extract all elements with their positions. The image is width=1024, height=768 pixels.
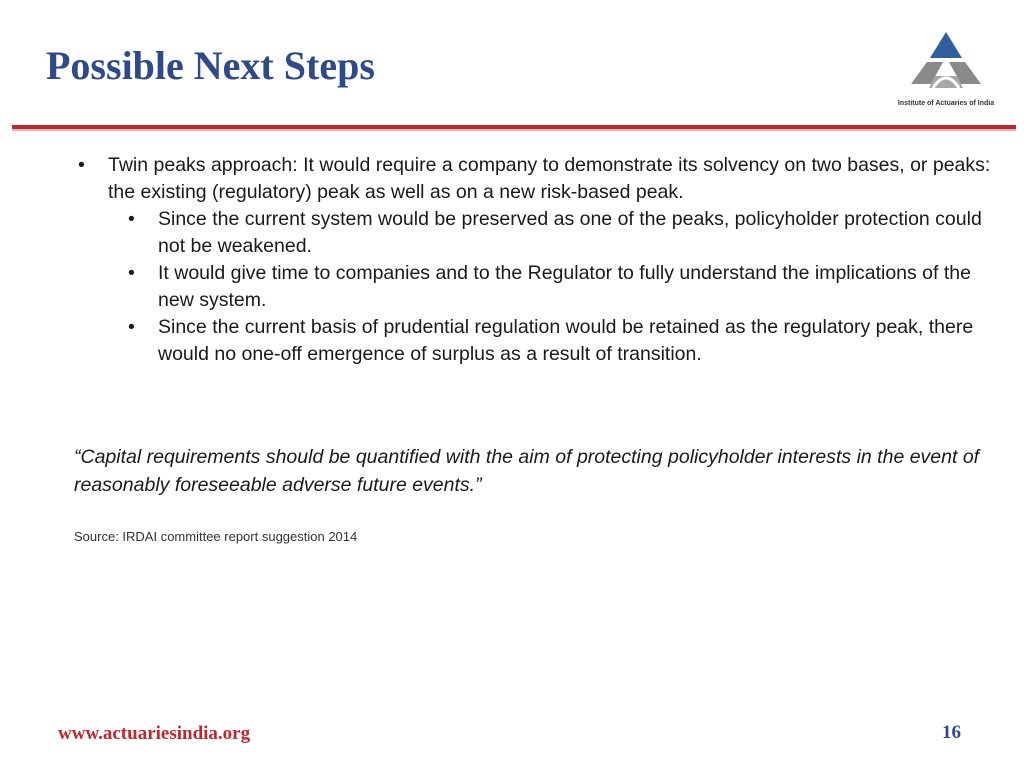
slide-title: Possible Next Steps [46,43,375,88]
page-number: 16 [942,722,961,743]
sub-bullet-item [74,206,994,260]
sub-bullet-text: Since the current system would be preserved as one of the peaks, policyholder protection could not be weakened. [158,208,982,257]
bullet-mark: • [78,154,85,176]
logo-caption: Institute of Actuaries of India [897,100,995,107]
institute-logo [896,30,996,112]
sub-bullet-text: Since the current basis of prudential regulation would be retained as the regulatory peak, there would no one-off emergence of surplus as a result of transition. [158,316,974,365]
bullet-item [74,152,994,206]
title-divider-shadow [12,129,1016,131]
source-citation: Source: IRDAI committee report suggestion 2014 [74,529,358,544]
quote-text: “Capital requirements should be quantified with the aim of protecting policyholder interests in the event of reasonably foreseeable adverse future events.” [74,446,980,496]
bullet-text: Twin peaks approach: It would require a company to demonstrate its solvency on two bases, or peaks: the existing (regulatory) peak as well as on a new risk-based peak. [108,154,991,203]
sub-bullet-item [74,260,994,314]
bullet-list [74,152,994,368]
logo-triangle-icon [903,30,989,98]
sub-bullet-mark: • [128,316,135,338]
footer-website-link[interactable]: www.actuariesindia.org [58,723,251,744]
sub-bullet-text: It would give time to companies and to the Regulator to fully understand the implications of the new system. [158,262,971,311]
sub-bullet-mark: • [128,208,135,230]
sub-bullet-item [74,314,994,368]
sub-bullet-mark: • [128,262,135,284]
